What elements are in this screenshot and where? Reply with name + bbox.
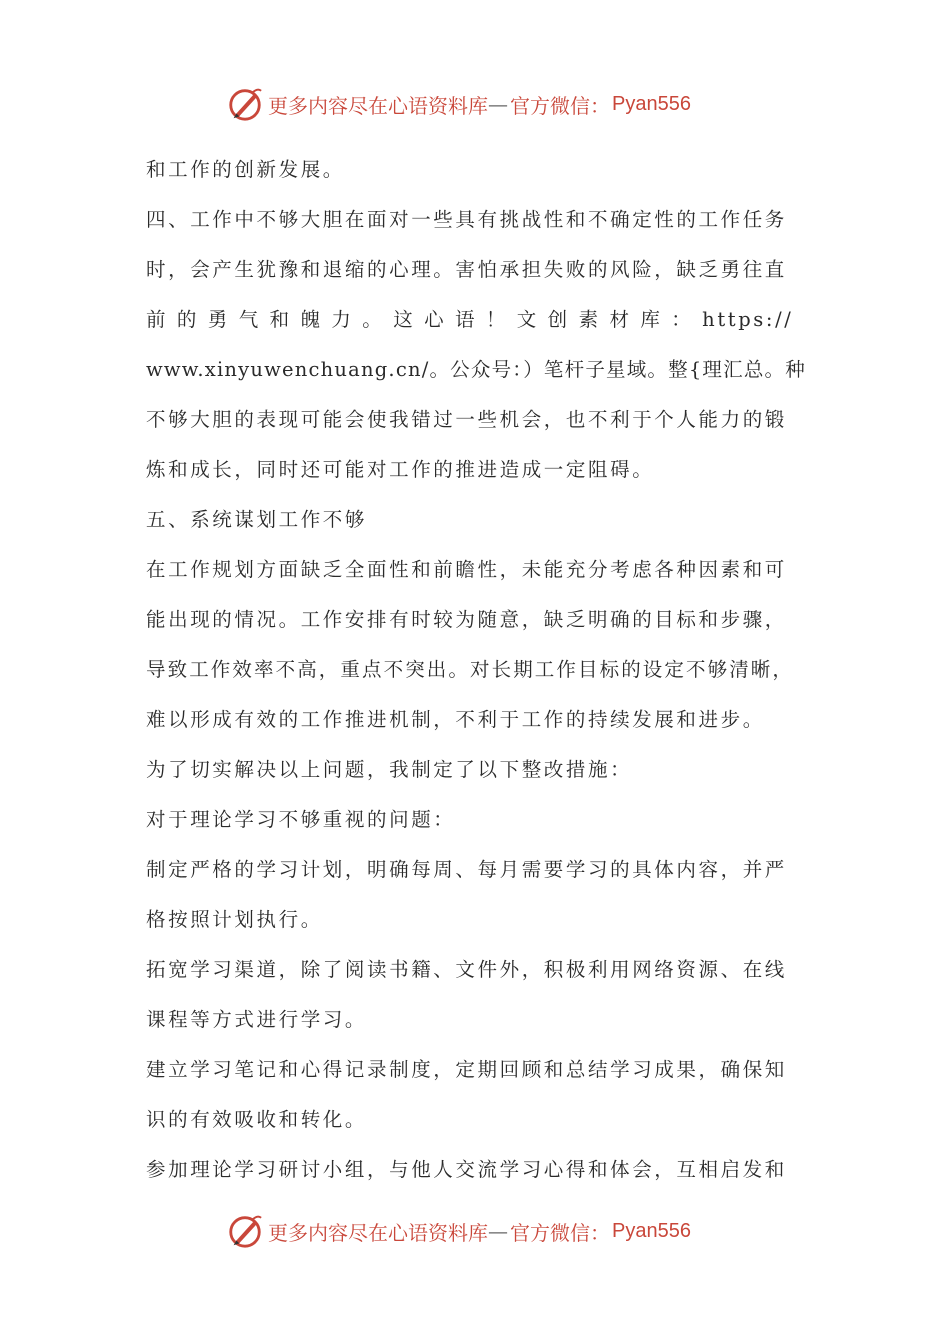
text-line: 时，会产生犹豫和退缩的心理。害怕承担失败的风险，缺乏勇往直 (146, 258, 787, 281)
text-line: 前 的 勇 气 和 魄 力 。 这 心 语 ！ 文 创 素 材 库 ： https:// (146, 308, 794, 331)
text-line: 和工作的创新发展。 (146, 158, 345, 181)
header-site-text: 更多内容尽在心语资料库 (268, 93, 488, 118)
text-line: 四、工作中不够大胆在面对一些具有挑战性和不确定性的工作任务 (146, 208, 787, 231)
text-line: www.xinyuwenchuang.cn/。公众号：）笔杆子星域。整{理汇总。种 (146, 358, 806, 381)
text-line: 炼和成长，同时还可能对工作的推进造成一定阻碍。 (146, 458, 655, 481)
footer-wechat-label: 官方微信： (510, 1220, 610, 1245)
text-line: 对于理论学习不够重视的问题： (146, 808, 456, 831)
text-line: 为了切实解决以上问题，我制定了以下整改措施： (146, 758, 633, 781)
text-line: 在工作规划方面缺乏全面性和前瞻性，未能充分考虑各种因素和可 (146, 558, 787, 581)
text-line: 能出现的情况。工作安排有时较为随意，缺乏明确的目标和步骤， (146, 608, 787, 631)
text-line: 不够大胆的表现可能会使我错过一些机会，也不利于个人能力的锻 (146, 408, 787, 431)
header-banner (0, 84, 950, 124)
text-line: 建立学习笔记和心得记录制度，定期回顾和总结学习成果，确保知 (146, 1058, 787, 1081)
header-separator: — (488, 92, 508, 116)
text-line: 格按照计划执行。 (146, 908, 323, 931)
footer-banner (0, 1211, 950, 1251)
text-line: 课程等方式进行学习。 (146, 1008, 368, 1031)
text-line: 难以形成有效的工作推进机制，不利于工作的持续发展和进步。 (146, 708, 765, 731)
footer-site-text: 更多内容尽在心语资料库 (268, 1220, 488, 1245)
pen-logo-icon (226, 85, 264, 123)
pen-logo-icon (226, 1212, 264, 1250)
footer-wechat-id: Pyan556 (612, 1219, 691, 1242)
document-body (146, 150, 806, 1200)
text-line: 制定严格的学习计划，明确每周、每月需要学习的具体内容，并严 (146, 858, 787, 881)
header-wechat-id: Pyan556 (612, 92, 691, 115)
text-line: 拓宽学习渠道，除了阅读书籍、文件外，积极利用网络资源、在线 (146, 958, 787, 981)
text-line: 参加理论学习研讨小组，与他人交流学习心得和体会，互相启发和 (146, 1158, 787, 1181)
text-line: 导致工作效率不高，重点不突出。对长期工作目标的设定不够清晰， (146, 658, 795, 681)
section-heading: 五、系统谋划工作不够 (146, 508, 368, 531)
footer-separator: — (488, 1219, 508, 1243)
header-wechat-label: 官方微信： (510, 93, 610, 118)
text-line: 识的有效吸收和转化。 (146, 1108, 368, 1131)
